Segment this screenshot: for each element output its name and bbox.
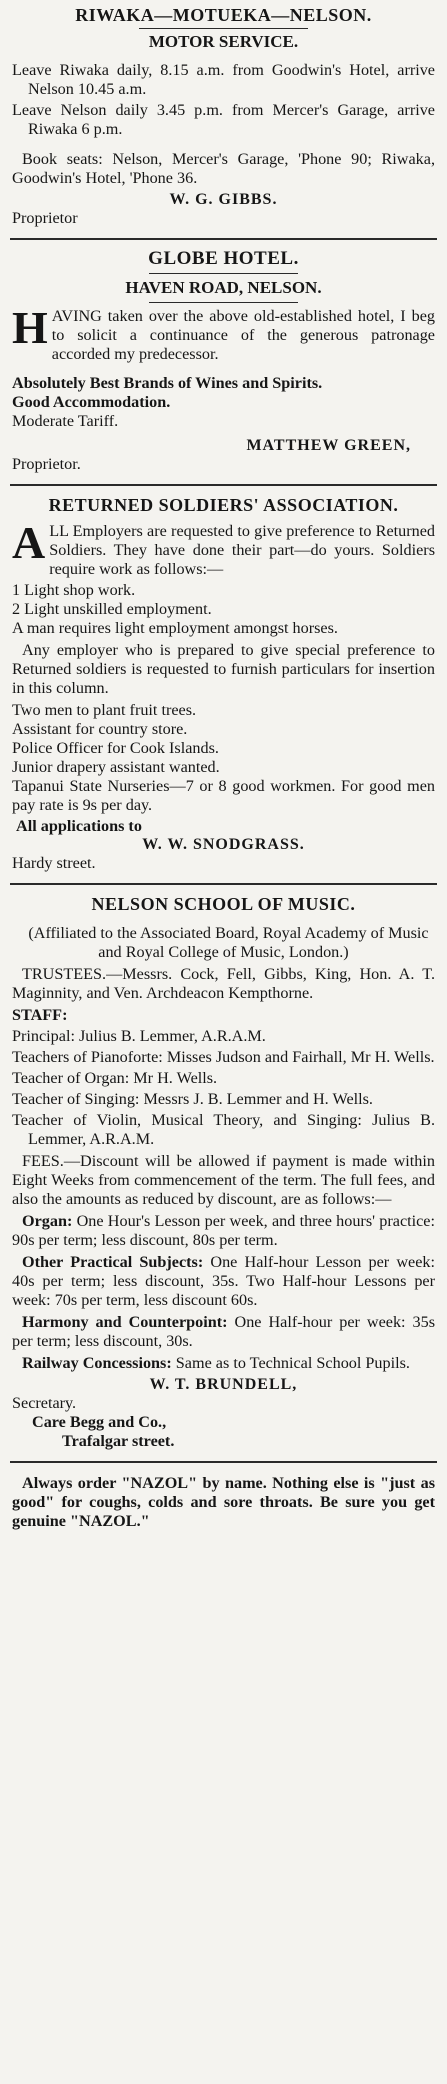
staff-item: Principal: Julius B. Lemmer, A.R.A.M. bbox=[12, 1027, 266, 1045]
ad-title: NELSON SCHOOL OF MUSIC. bbox=[91, 894, 356, 914]
divider bbox=[10, 1461, 437, 1463]
fee-label: Organ: bbox=[22, 1212, 73, 1230]
apply-line: All applications to bbox=[16, 817, 142, 835]
nazol-text: Always order "NAZOL" by name. Nothing else is "just as good" for coughs, colds and sore throats. Be sure you get genuine "NAZOL." bbox=[12, 1474, 435, 1530]
list-item: 2 Light unskilled employment. bbox=[12, 600, 212, 618]
fee-label: Harmony and Counterpoint: bbox=[22, 1313, 228, 1331]
appeal-text-body: LL Employers are requested to give preference to Returned Soldiers. They have done their part—do yours. Soldiers require work as follows:— bbox=[49, 522, 435, 578]
schedule-line: Leave Nelson daily 3.45 p.m. from Mercer's Garage, arrive Riwaka 6 p.m. bbox=[12, 101, 435, 138]
fee-label: Other Practical Subjects: bbox=[22, 1253, 204, 1271]
list-item: Assistant for country store. bbox=[12, 720, 188, 738]
signature-address: Hardy street. bbox=[12, 854, 96, 872]
feature-line: Moderate Tariff. bbox=[12, 412, 119, 430]
list-item: Junior drapery assistant wanted. bbox=[12, 758, 220, 776]
feature-line: Good Accommodation. bbox=[12, 393, 171, 411]
ad-title: GLOBE HOTEL. bbox=[148, 248, 299, 269]
address-line: Care Begg and Co., bbox=[32, 1413, 167, 1431]
signature: MATTHEW GREEN, bbox=[246, 437, 411, 454]
signature: W. W. SNODGRASS. bbox=[142, 836, 305, 853]
address-line: Trafalgar street. bbox=[62, 1432, 175, 1450]
affiliation: (Affiliated to the Associated Board, Royal Academy of Music and Royal College of Music, London.) bbox=[28, 924, 429, 961]
ad-title: RETURNED SOLDIERS' ASSOCIATION. bbox=[48, 495, 399, 515]
staff-list bbox=[12, 1027, 435, 1149]
signature-title: Secretary. bbox=[12, 1394, 77, 1412]
divider bbox=[149, 273, 297, 274]
hotel-notice-text: AVING taken over the above old-established hotel, I beg to solicit a continuance of the generous patronage accorded my predecessor. bbox=[51, 307, 435, 363]
divider bbox=[10, 238, 437, 240]
list-item: A man requires light employment amongst horses. bbox=[12, 619, 338, 637]
fee-label: Railway Concessions: bbox=[22, 1354, 172, 1372]
staff-item: Teacher of Violin, Musical Theory, and Singing: Julius B. Lemmer, A.R.A.M. bbox=[12, 1111, 435, 1148]
globe-hotel-ad bbox=[8, 244, 439, 480]
staff-item: Teacher of Singing: Messrs J. B. Lemmer and H. Wells. bbox=[12, 1090, 373, 1108]
signature-title: Proprietor bbox=[12, 209, 78, 227]
employer-appeal: Any employer who is prepared to give special preference to Returned soldiers is requested to furnish particulars for insertion in this column. bbox=[12, 641, 435, 697]
staff-heading: STAFF: bbox=[12, 1006, 68, 1024]
appeal-text bbox=[12, 517, 435, 579]
fee-railway bbox=[12, 1354, 435, 1373]
school-of-music-ad bbox=[8, 889, 439, 1457]
drop-cap: H bbox=[12, 302, 48, 353]
drop-cap: A bbox=[12, 517, 46, 568]
feature-line: Absolutely Best Brands of Wines and Spirits. bbox=[12, 374, 323, 392]
fee-detail: Same as to Technical School Pupils. bbox=[171, 1354, 410, 1372]
hotel-notice bbox=[12, 302, 435, 364]
returned-soldiers-ad bbox=[8, 490, 439, 879]
ad-subtitle: MOTOR SERVICE. bbox=[148, 32, 299, 51]
trustees: TRUSTEES.—Messrs. Cock, Fell, Gibbs, King, Hon. A. T. Maginnity, and Ven. Archdeacon Kempthorne. bbox=[12, 965, 435, 1002]
divider bbox=[10, 484, 437, 486]
staff-item: Teacher of Organ: Mr H. Wells. bbox=[12, 1069, 218, 1087]
ad-title: RIWAKA—MOTUEKA—NELSON. bbox=[75, 5, 372, 25]
motor-service-ad bbox=[8, 0, 439, 234]
fee-harmony bbox=[12, 1313, 435, 1351]
schedule-line: Leave Riwaka daily, 8.15 a.m. from Goodwin's Hotel, arrive Nelson 10.45 a.m. bbox=[12, 61, 435, 98]
divider bbox=[139, 28, 308, 29]
fee-detail: One Hour's Lesson per week, and three hours' practice: 90s per term; less discount, 80s per term. bbox=[12, 1212, 435, 1249]
wanted-list bbox=[12, 701, 435, 815]
fees-text: FEES.—Discount will be allowed if payment is made within Eight Weeks from commencement of the term. The full fees, and also the amounts as reduced by discount, are as follows:— bbox=[12, 1152, 435, 1208]
fee-detail: One Half-hour per week: 35s per term; less discount, 30s. bbox=[12, 1313, 435, 1350]
divider bbox=[149, 302, 297, 303]
fee-organ bbox=[12, 1212, 435, 1250]
divider bbox=[10, 883, 437, 885]
signature: W. T. BRUNDELL, bbox=[149, 1376, 298, 1393]
signature-title: Proprietor. bbox=[12, 455, 81, 473]
signature: W. G. GIBBS. bbox=[169, 191, 278, 208]
list-item: 1 Light shop work. bbox=[12, 581, 136, 599]
staff-item: Teachers of Pianoforte: Misses Judson and Fairhall, Mr H. Wells. bbox=[12, 1048, 435, 1066]
list-item: Police Officer for Cook Islands. bbox=[12, 739, 219, 757]
list-item: Two men to plant fruit trees. bbox=[12, 701, 197, 719]
booking-info: Book seats: Nelson, Mercer's Garage, 'Phone 90; Riwaka, Goodwin's Hotel, 'Phone 36. bbox=[12, 150, 435, 187]
nazol-ad bbox=[8, 1467, 439, 1540]
fee-other bbox=[12, 1253, 435, 1310]
fee-detail: One Half-hour Lesson per week: 40s per term; less discount, 35s. Two Half-hour Lessons per week: 70s per term, less discount 60s. bbox=[12, 1253, 435, 1309]
list-item: Tapanui State Nurseries—7 or 8 good workmen. For good men pay rate is 9s per day. bbox=[12, 777, 435, 814]
ad-subtitle: HAVEN ROAD, NELSON. bbox=[125, 278, 322, 297]
work-list bbox=[12, 581, 435, 638]
